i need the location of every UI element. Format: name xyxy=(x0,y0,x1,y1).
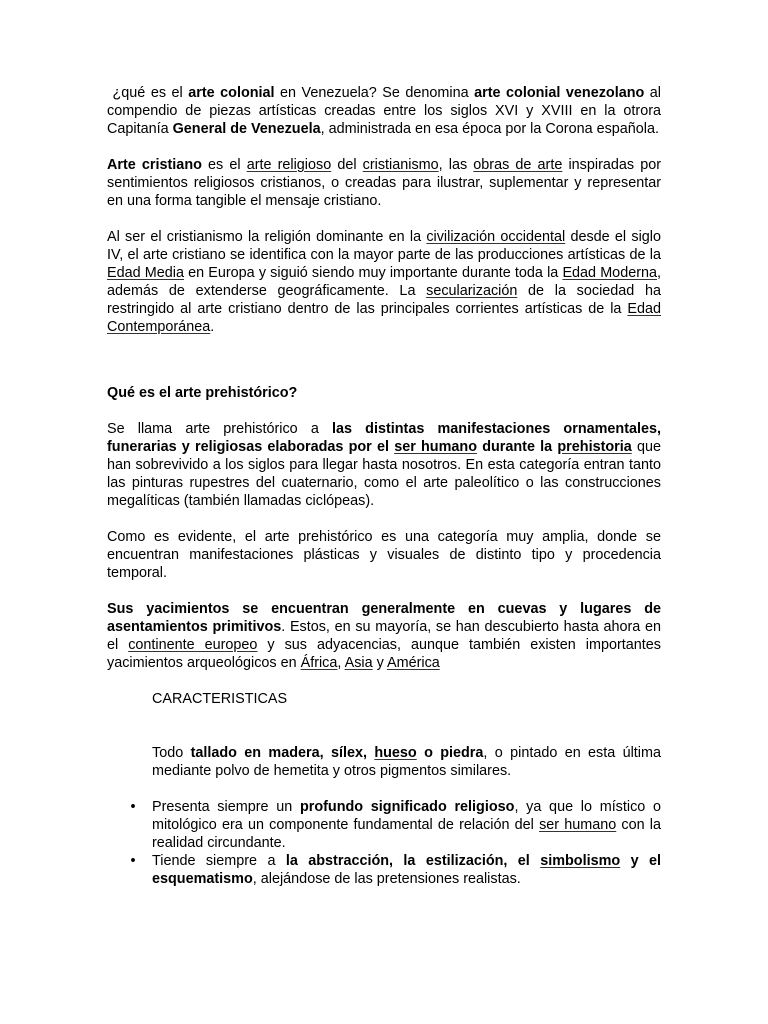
bold-term: General de Venezuela xyxy=(172,121,321,137)
text-run: y sus adyacencias, aunque también existen importantes yacimientos arqueológicos en xyxy=(107,637,661,671)
link-asia[interactable]: Asia xyxy=(344,655,373,671)
bold-term: Arte cristiano xyxy=(107,157,202,173)
text-run: . Estos, en su mayoría, se han descubierto hasta ahora en el xyxy=(107,619,662,653)
bold-term: las distintas manifestaciones ornamentales, funerarias y religiosas elaboradas por el xyxy=(107,421,662,455)
text-run: desde el siglo IV, el arte cristiano se identifica con la mayor parte de las producciones artísticas de la xyxy=(107,229,661,263)
text-run: en Venezuela? Se denomina xyxy=(274,85,475,101)
text-run: Al ser el cristianismo la religión dominante en la xyxy=(107,229,427,245)
bold-term: y el esquematismo xyxy=(152,853,661,887)
bullet-icon: • xyxy=(130,799,136,815)
caracteristicas-label: CARACTERISTICAS xyxy=(152,691,288,707)
document-page xyxy=(107,84,661,888)
bold-term: Sus yacimientos se encuentran generalmente en cuevas y lugares de asentamientos primitivos xyxy=(107,601,661,635)
text-run: Tiende siempre a xyxy=(152,853,286,869)
link-ser-humano[interactable]: ser humano xyxy=(394,439,477,455)
paragraph-arte-cristiano xyxy=(107,156,661,210)
text-run: inspiradas por sentimientos religiosos cristianos, o creadas para ilustrar, suplementar y representar en una forma tangible el mensaje cristiano. xyxy=(107,157,662,209)
paragraph-cristianismo-historia xyxy=(107,228,661,336)
link-ser-humano[interactable]: ser humano xyxy=(539,817,617,833)
bold-term: profundo significado religioso xyxy=(299,799,515,815)
text-run: , las xyxy=(438,157,474,173)
bold-term: arte colonial venezolano xyxy=(474,85,645,101)
link-arte-religioso[interactable]: arte religioso xyxy=(246,157,332,173)
link-cristianismo[interactable]: cristianismo xyxy=(362,157,439,173)
paragraph-tallado xyxy=(152,744,661,780)
text-run: ¿qué es el xyxy=(107,85,189,101)
text-run: al compendio de piezas artísticas creadas entre los siglos XVI y XVIII en la otrora Capitanía xyxy=(107,85,662,137)
text-run: Presenta siempre un xyxy=(152,799,300,815)
characteristics-list xyxy=(107,798,661,888)
bold-term: la abstracción, la estilización, el xyxy=(285,853,541,869)
link-prehistoria[interactable]: prehistoria xyxy=(557,439,632,455)
text-run: , o pintado en esta última mediante polvo de hemetita y otros pigmentos similares. xyxy=(152,745,661,779)
link-edad-moderna[interactable]: Edad Moderna xyxy=(562,265,657,281)
list-item xyxy=(130,852,661,888)
text-run: en Europa y siguió siendo muy importante durante toda la xyxy=(183,265,563,281)
text-run: es el xyxy=(201,157,247,173)
link-secularizacion[interactable]: secularización xyxy=(426,283,518,299)
link-civilizacion-occidental[interactable]: civilización occidental xyxy=(426,229,566,245)
text-run: , además de extenderse geográficamente. La xyxy=(107,265,661,299)
paragraph-arte-colonial xyxy=(107,84,661,138)
link-africa[interactable]: África xyxy=(300,655,338,671)
text-run: y xyxy=(372,655,387,671)
link-obras-de-arte[interactable]: obras de arte xyxy=(473,157,563,173)
text-run: . xyxy=(210,319,215,335)
text-run: del xyxy=(331,157,363,173)
text-run: , administrada en esa época por la Corona española. xyxy=(320,121,659,137)
text-run: , xyxy=(337,655,345,671)
bold-term: o piedra xyxy=(416,745,484,761)
link-hueso[interactable]: hueso xyxy=(374,745,417,761)
section-heading: Qué es el arte prehistórico? xyxy=(107,385,298,401)
text-run: que han sobrevivido a los siglos para llegar hasta nosotros. En esta categoría entran tanto las pinturas rupestres del cuaternario, como el arte paleolítico o las construcciones megalíticas (también llamadas ciclópeas). xyxy=(107,439,661,509)
link-america[interactable]: América xyxy=(387,655,440,671)
bold-term: tallado en madera, sílex, xyxy=(190,745,375,761)
text-run: Todo xyxy=(152,745,191,761)
bullet-icon: • xyxy=(130,853,136,869)
paragraph-yacimientos xyxy=(107,600,661,672)
text-run: de la sociedad ha restringido al arte cristiano dentro de las principales corrientes artísticas de la xyxy=(107,283,661,317)
bold-term: durante la xyxy=(476,439,558,455)
list-item xyxy=(130,798,662,852)
text-run: , alejándose de las pretensiones realistas. xyxy=(252,871,521,887)
paragraph-arte-prehistorico xyxy=(107,420,661,510)
text-run: con la realidad circundante. xyxy=(152,817,662,851)
link-edad-contemporanea[interactable]: Edad Contemporánea xyxy=(107,301,661,335)
link-edad-media[interactable]: Edad Media xyxy=(107,265,184,281)
text-run: , ya que lo místico o mitológico era un componente fundamental de relación del xyxy=(152,799,661,833)
bold-term: arte colonial xyxy=(188,85,275,101)
link-simbolismo[interactable]: simbolismo xyxy=(540,853,621,869)
link-continente-europeo[interactable]: continente europeo xyxy=(128,637,258,653)
text-run: Se llama arte prehistórico a xyxy=(107,421,332,437)
paragraph-categoria-amplia: Como es evidente, el arte prehistórico es una categoría muy amplia, donde se encuentran manifestaciones plásticas y visuales de distinto tipo y procedencia temporal. xyxy=(107,529,661,581)
